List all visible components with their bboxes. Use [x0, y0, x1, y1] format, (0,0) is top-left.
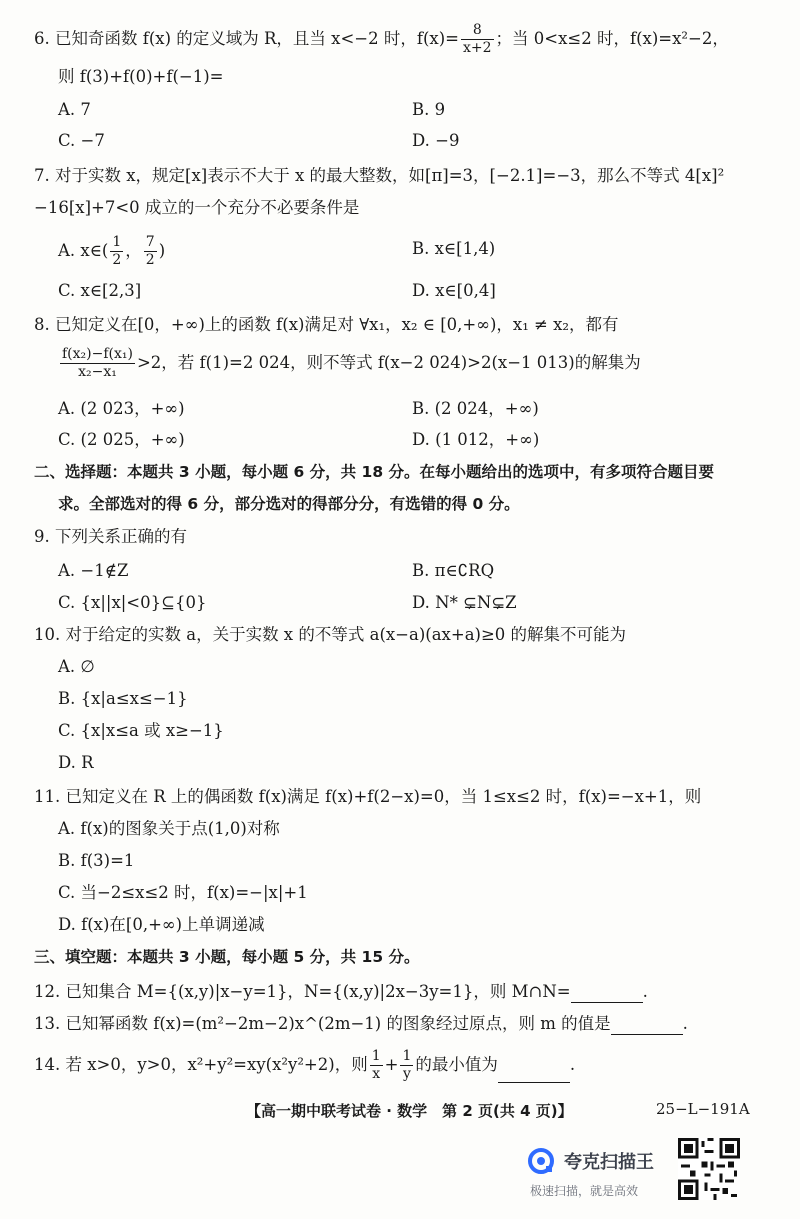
q13-end: . — [682, 1014, 688, 1033]
q6-frac-num: 8 — [461, 22, 494, 40]
q6-option-d: D. −9 — [412, 131, 460, 150]
q7-optA-prefix: A. x∈( — [58, 241, 109, 260]
q8-frac-num: f(x₂)−f(x₁) — [62, 346, 133, 362]
q7-option-b: B. x∈[1,4) — [412, 239, 496, 258]
q14-frac2 — [400, 1048, 413, 1083]
q9-option-c: C. {x||x|<0}⊆{0} — [58, 593, 207, 612]
q6-stem-part1: 6. 已知奇函数 f(x) 的定义域为 R，且当 x<−2 时，f(x)= — [34, 29, 459, 48]
q13-stem: 13. 已知幂函数 f(x)=(m²−2m−2)x^(2m−1) 的图象经过原点，则 m 的值是 — [34, 1014, 611, 1033]
section2-heading-line2: 求。全部选对的得 6 分，部分选对的得部分分，有选错的得 0 分。 — [58, 495, 520, 513]
q8-option-b: B. (2 024，+∞) — [412, 399, 539, 418]
q6-fraction — [461, 22, 494, 57]
q11-option-b: B. f(3)=1 — [58, 851, 135, 870]
q7-optA-frac2-den: 2 — [145, 252, 155, 268]
q8-stem-line2 — [58, 346, 782, 381]
q12-stem: 12. 已知集合 M={(x,y)|x−y=1}，N={(x,y)|2x−3y=1}，则 M∩N= — [34, 982, 571, 1001]
q7-optA-frac1-num: 1 — [112, 234, 122, 250]
q12-answer-blank[interactable] — [571, 984, 643, 1003]
q8-frac-den: x₂−x₁ — [78, 364, 117, 380]
q14-stem-part1: 14. 若 x>0，y>0，x²+y²=xy(x²y²+2)，则 — [34, 1055, 368, 1074]
q9-option-b: B. π∈∁RQ — [412, 561, 495, 580]
watermark-brand: 夸克扫描王 — [564, 1152, 654, 1173]
q14-plus: + — [384, 1055, 399, 1074]
q14-frac2-num: 1 — [402, 1048, 412, 1064]
q8-stem-line1: 8. 已知定义在[0，+∞)上的函数 f(x)满足对 ∀x₁，x₂ ∈ [0,+∞)，x₁ ≠ x₂，都有 — [34, 315, 619, 334]
q11-option-c: C. 当−2≤x≤2 时，f(x)=−|x|+1 — [58, 883, 308, 902]
q14-answer-blank[interactable] — [498, 1064, 570, 1083]
q10-option-a: A. ∅ — [58, 657, 95, 676]
q10-option-b: B. {x|a≤x≤−1} — [58, 689, 188, 708]
q14-end: . — [569, 1055, 576, 1074]
q6-stem-part2: ；当 0<x≤2 时，f(x)=x²−2， — [495, 29, 729, 48]
q11-stem: 11. 已知定义在 R 上的偶函数 f(x)满足 f(x)+f(2−x)=0，当 1≤x≤2 时，f(x)=−x+1，则 — [34, 787, 702, 806]
q9-option-a: A. −1∉Z — [58, 561, 129, 580]
q14-stem-part2: 的最小值为 — [415, 1055, 498, 1074]
q14-line — [34, 1048, 782, 1083]
scanner-watermark — [522, 1140, 682, 1206]
q14-frac1-den: x — [372, 1066, 381, 1082]
q6-option-b: B. 9 — [412, 100, 446, 119]
q11-option-d: D. f(x)在[0,+∞)上单调递减 — [58, 915, 265, 934]
q6-stem-line2: 则 f(3)+f(0)+f(−1)= — [58, 67, 224, 86]
q6-stem-line1 — [34, 22, 782, 57]
qr-code-icon — [678, 1138, 740, 1200]
q7-option-d: D. x∈[0,4] — [412, 281, 496, 300]
q8-option-a: A. (2 023，+∞) — [58, 399, 185, 418]
q6-option-c: C. −7 — [58, 131, 105, 150]
q13-line — [34, 1013, 782, 1035]
q7-option-a — [58, 234, 165, 269]
q10-option-c: C. {x|x≤a 或 x≥−1} — [58, 721, 224, 740]
q6-frac-den: x+2 — [463, 40, 492, 56]
q7-optA-frac2-num: 7 — [145, 234, 155, 250]
watermark-slogan: 极速扫描，就是高效 — [530, 1184, 639, 1198]
q7-optA-sep: ， — [125, 241, 142, 260]
q7-optA-frac1-den: 2 — [112, 252, 122, 268]
quark-logo-icon — [528, 1148, 554, 1174]
q11-option-a: A. f(x)的图象关于点(1,0)对称 — [58, 819, 280, 838]
q10-stem: 10. 对于给定的实数 a，关于实数 x 的不等式 a(x−a)(ax+a)≥0 的解集不可能为 — [34, 625, 627, 644]
q12-end: . — [642, 982, 648, 1001]
q7-stem-line1: 7. 对于实数 x，规定[x]表示不大于 x 的最大整数，如[π]=3，[−2.1]=−3，那么不等式 4[x]² — [34, 166, 725, 185]
q7-stem-line2: −16[x]+7<0 成立的一个充分不必要条件是 — [34, 198, 360, 217]
q7-optA-frac2 — [144, 234, 157, 269]
paper-code: 25−L−191A — [656, 1100, 750, 1118]
q8-option-c: C. (2 025，+∞) — [58, 430, 185, 449]
q7-optA-suffix: ) — [158, 241, 166, 260]
q14-frac1-num: 1 — [371, 1048, 381, 1064]
page-footer-title: 【高一期中联考试卷 · 数学 第 2 页(共 4 页)】 — [246, 1102, 573, 1120]
q9-stem: 9. 下列关系正确的有 — [34, 527, 187, 546]
q7-optA-frac1 — [110, 234, 123, 269]
q13-answer-blank[interactable] — [611, 1016, 683, 1035]
section3-heading: 三、填空题：本题共 3 小题，每小题 5 分，共 15 分。 — [34, 948, 420, 966]
q8-stem-text: >2，若 f(1)=2 024，则不等式 f(x−2 024)>2(x−1 013)的解集为 — [136, 353, 641, 372]
q14-frac2-den: y — [402, 1066, 411, 1082]
q8-fraction — [60, 346, 135, 381]
q14-frac1 — [370, 1048, 383, 1083]
section2-heading-line1: 二、选择题：本题共 3 小题，每小题 6 分，共 18 分。在每小题给出的选项中，有多项符合题目要 — [34, 463, 715, 481]
q12-line — [34, 981, 782, 1003]
q7-option-c: C. x∈[2,3] — [58, 281, 142, 300]
q6-option-a: A. 7 — [58, 100, 91, 119]
q10-option-d: D. R — [58, 753, 94, 772]
q8-option-d: D. (1 012，+∞) — [412, 430, 540, 449]
q9-option-d: D. N* ⊊N⊊Z — [412, 593, 517, 612]
